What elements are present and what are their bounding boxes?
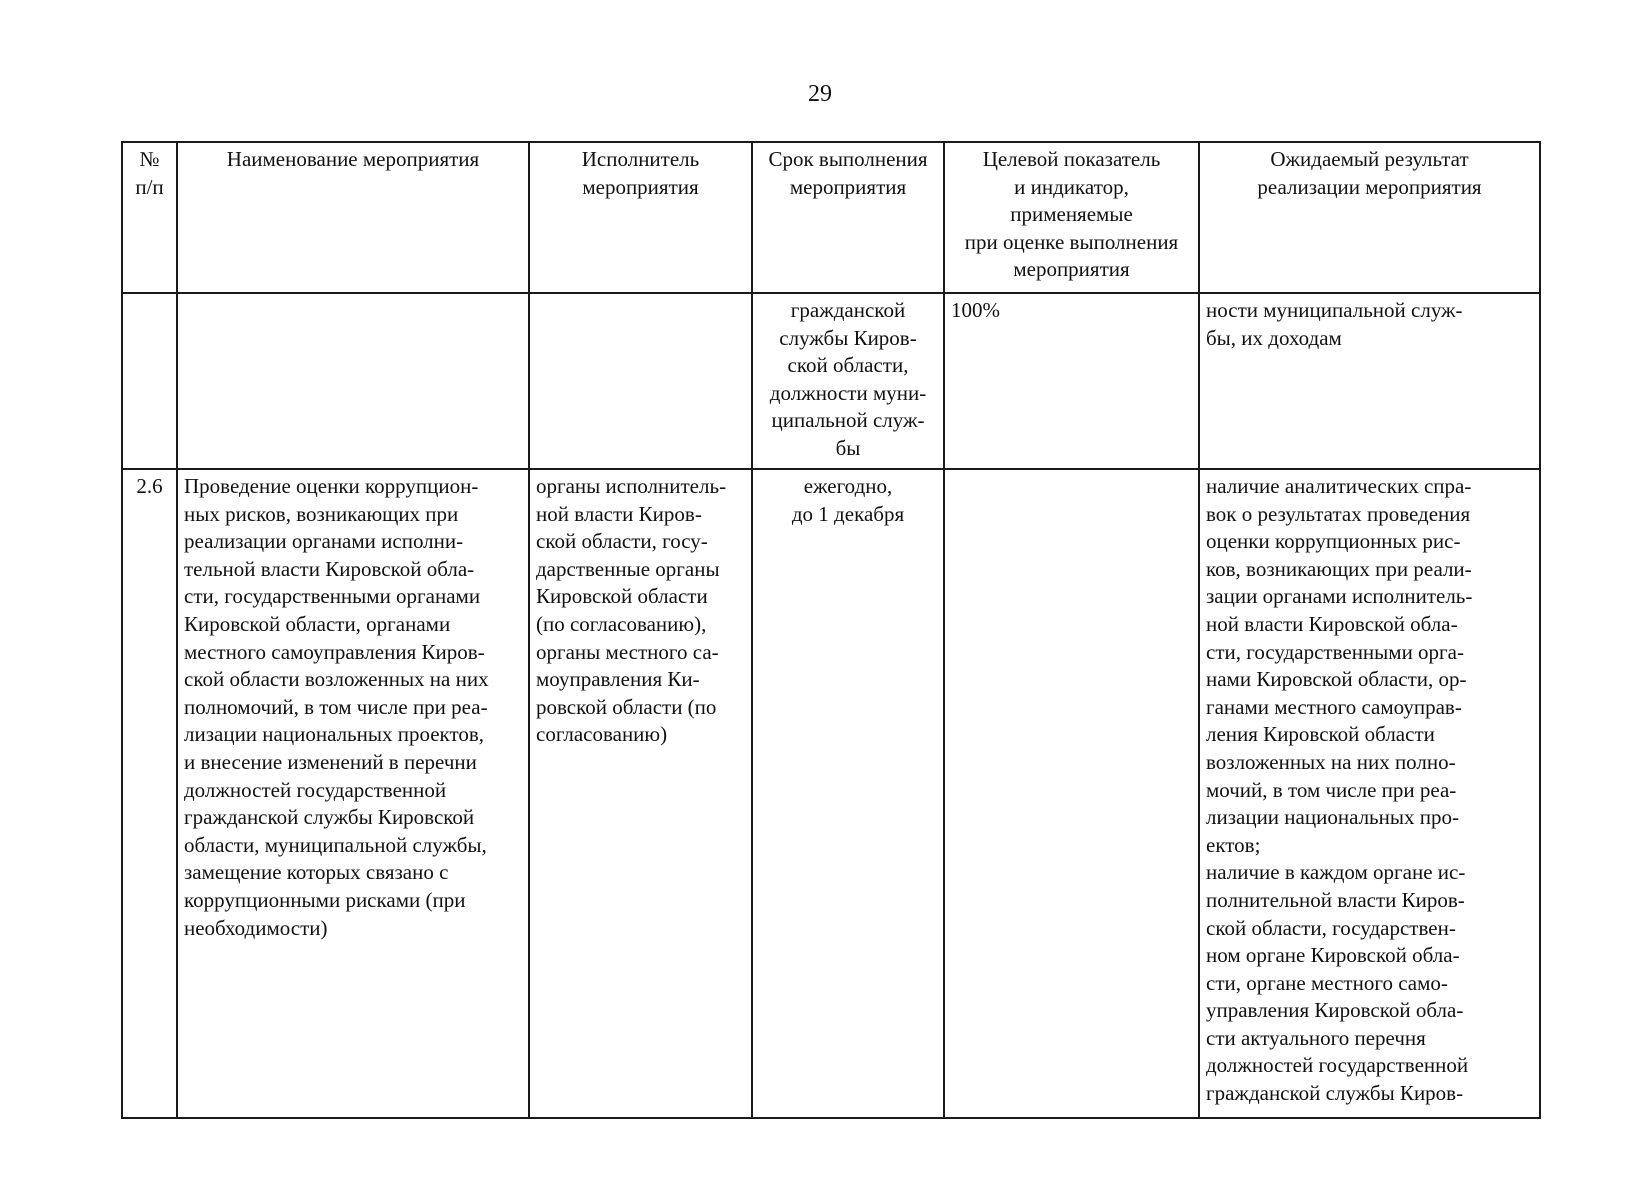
- measures-table: [121, 141, 1541, 1119]
- page-number: 29: [808, 81, 832, 107]
- header-indicator: Целевой показатель и индикатор, применяемые при оценке выполнения мероприятия: [944, 142, 1199, 293]
- table-row: [122, 469, 1540, 1118]
- cell-indicator: [944, 469, 1199, 1118]
- cell-deadline: ежегодно, до 1 декабря: [752, 469, 944, 1118]
- cell-result: ности муниципальной служ- бы, их доходам: [1199, 293, 1540, 469]
- cell-deadline: гражданской службы Киров- ской области, должности муни- ципальной служ- бы: [752, 293, 944, 469]
- cell-indicator: 100%: [944, 293, 1199, 469]
- header-name: Наименование мероприятия: [177, 142, 529, 293]
- cell-name: Проведение оценки коррупцион- ных рисков, возникающих при реализации органами исполни- тельной власти Кировской обла- сти, государственными органами Кировской области, органами местного самоуправления Киров- ской области возложенных на них полномочий, в том числе при реа- лизации национальных проектов, и внесение изменений в перечни должностей государственной гражданской службы Кировской области, муниципальной службы, замещение которых связано с коррупционными рисками (при необходимости): [177, 469, 529, 1118]
- header-num: № п/п: [122, 142, 177, 293]
- cell-name: [177, 293, 529, 469]
- cell-num: [122, 293, 177, 469]
- header-executor: Исполнитель мероприятия: [529, 142, 752, 293]
- table-header-row: [122, 142, 1540, 293]
- cell-executor: органы исполнитель- ной власти Киров- ской области, госу- дарственные органы Кировской области (по согласованию), органы местного са- моуправления Ки- ровской области (по согласованию): [529, 469, 752, 1118]
- cell-executor: [529, 293, 752, 469]
- table-row: [122, 293, 1540, 469]
- header-result: Ожидаемый результат реализации мероприятия: [1199, 142, 1540, 293]
- cell-result: наличие аналитических спра- вок о результатах проведения оценки коррупционных рис- ков, возникающих при реали- зации органами исполнитель- ной власти Кировской обла- сти, государственными орга- нами Кировской области, ор- ганами местного самоуправ- ления Кировской области возложенных на них полно- мочий, в том числе при реа- лизации национальных про- ектов; наличие в каждом органе ис- полнительной власти Киров- ской области, государствен- ном органе Кировской обла- сти, органе местного само- управления Кировской обла- сти актуального перечня должностей государственной гражданской службы Киров-: [1199, 469, 1540, 1118]
- header-deadline: Срок выполнения мероприятия: [752, 142, 944, 293]
- cell-num: 2.6: [122, 469, 177, 1118]
